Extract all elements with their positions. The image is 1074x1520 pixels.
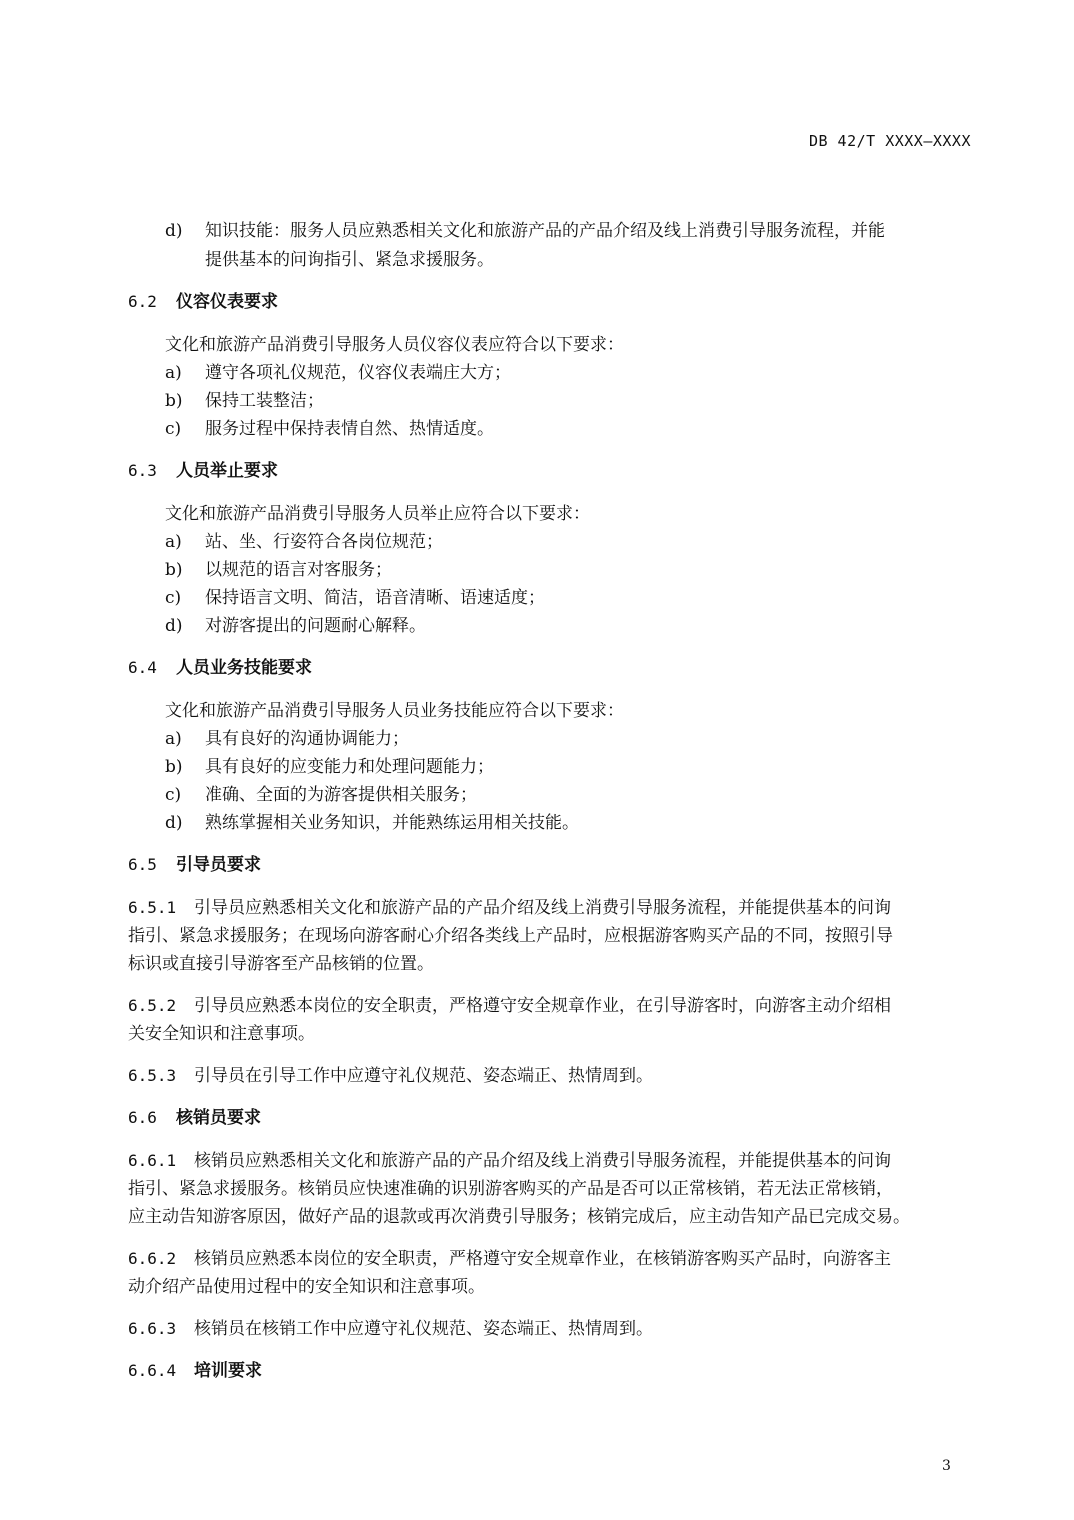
list-label: b) <box>165 391 183 411</box>
list-item-text: 服务过程中保持表情自然、热情适度。 <box>205 419 494 439</box>
clause-number: 6.5.3 <box>128 1066 177 1085</box>
list-label: d) <box>165 813 183 833</box>
clause-6-5-1 <box>128 896 891 920</box>
list-item <box>165 783 477 807</box>
section-number: 6.3 <box>128 461 157 480</box>
clause-6-6-3 <box>128 1317 653 1341</box>
clause-number: 6.5.2 <box>128 996 177 1015</box>
list-item-text: 站、坐、行姿符合各岗位规范； <box>205 532 443 552</box>
section-heading-6-3 <box>128 459 278 483</box>
clause-number: 6.6.1 <box>128 1151 177 1170</box>
clause-text: 引导员应熟悉相关文化和旅游产品的产品介绍及线上消费引导服务流程，并能提供基本的问询 <box>194 898 891 918</box>
list-label: a) <box>165 729 182 749</box>
clause-text: 引导员在引导工作中应遵守礼仪规范、姿态端正、热情周到。 <box>194 1066 653 1086</box>
clause-6-6-1 <box>128 1149 891 1173</box>
list-item-text: 对游客提出的问题耐心解释。 <box>205 616 426 636</box>
clause-text: 核销员在核销工作中应遵守礼仪规范、姿态端正、热情周到。 <box>194 1319 653 1339</box>
clause-text-cont: 关安全知识和注意事项。 <box>128 1024 315 1044</box>
section-number: 6.6 <box>128 1108 157 1127</box>
section-intro: 文化和旅游产品消费引导服务人员举止应符合以下要求： <box>165 504 590 524</box>
list-label: a) <box>165 363 182 383</box>
clause-text-cont: 指引、紧急求援服务。核销员应快速准确的识别游客购买的产品是否可以正常核销，若无法正常核销， <box>128 1179 893 1199</box>
clause-6-5-3 <box>128 1064 653 1088</box>
section-title: 仪容仪表要求 <box>176 292 278 312</box>
clause-number: 6.6.2 <box>128 1249 177 1268</box>
section-number: 6.6.4 <box>128 1361 177 1380</box>
list-item-text: 知识技能：服务人员应熟悉相关文化和旅游产品的产品介绍及线上消费引导服务流程，并能 <box>205 221 885 241</box>
section-heading-6-6 <box>128 1106 261 1130</box>
list-label: b) <box>165 757 183 777</box>
list-label: d) <box>165 221 183 241</box>
list-item <box>165 361 511 385</box>
list-item <box>165 586 545 610</box>
clause-text: 核销员应熟悉相关文化和旅游产品的产品介绍及线上消费引导服务流程，并能提供基本的问询 <box>194 1151 891 1171</box>
list-item-text: 以规范的语言对客服务； <box>205 560 392 580</box>
section-title: 核销员要求 <box>176 1108 261 1128</box>
clause-text: 核销员应熟悉本岗位的安全职责，严格遵守安全规章作业，在核销游客购买产品时，向游客主 <box>194 1249 891 1269</box>
section-title: 人员举止要求 <box>176 461 278 481</box>
list-item <box>165 614 426 638</box>
section-intro: 文化和旅游产品消费引导服务人员仪容仪表应符合以下要求： <box>165 335 624 355</box>
clause-text-cont: 标识或直接引导游客至产品核销的位置。 <box>128 954 434 974</box>
list-item <box>165 530 443 554</box>
list-label: a) <box>165 532 182 552</box>
section-number: 6.2 <box>128 292 157 311</box>
list-item-text: 熟练掌握相关业务知识，并能熟练运用相关技能。 <box>205 813 579 833</box>
clause-text-cont: 动介绍产品使用过程中的安全知识和注意事项。 <box>128 1277 485 1297</box>
list-item-d <box>165 219 885 243</box>
list-item <box>165 389 324 413</box>
section-heading-6-2 <box>128 290 278 314</box>
clause-text: 引导员应熟悉本岗位的安全职责，严格遵守安全规章作业，在引导游客时，向游客主动介绍相 <box>194 996 891 1016</box>
list-item <box>165 811 579 835</box>
list-item-text: 准确、全面的为游客提供相关服务； <box>205 785 477 805</box>
section-title: 引导员要求 <box>176 855 261 875</box>
list-label: b) <box>165 560 183 580</box>
clause-number: 6.5.1 <box>128 898 177 917</box>
list-label: c) <box>165 785 182 805</box>
list-item-text: 遵守各项礼仪规范，仪容仪表端庄大方； <box>205 363 511 383</box>
list-item <box>165 727 409 751</box>
list-item <box>165 417 494 441</box>
list-label: d) <box>165 616 183 636</box>
list-item-text: 具有良好的应变能力和处理问题能力； <box>205 757 494 777</box>
clause-6-5-2 <box>128 994 891 1018</box>
list-label: c) <box>165 419 182 439</box>
section-title: 培训要求 <box>194 1361 262 1381</box>
list-item <box>165 558 392 582</box>
list-label: c) <box>165 588 182 608</box>
clause-text-cont: 指引、紧急求援服务；在现场向游客耐心介绍各类线上产品时，应根据游客购买产品的不同，按照引导 <box>128 926 893 946</box>
list-item-text: 具有良好的沟通协调能力； <box>205 729 409 749</box>
list-item <box>165 755 494 779</box>
list-item-text: 保持工装整洁； <box>205 391 324 411</box>
document-code: DB 42/T XXXX—XXXX <box>808 132 971 150</box>
section-intro: 文化和旅游产品消费引导服务人员业务技能应符合以下要求： <box>165 701 624 721</box>
list-item-text-cont: 提供基本的问询指引、紧急求援服务。 <box>205 250 494 270</box>
section-number: 6.4 <box>128 658 157 677</box>
clause-text-cont: 应主动告知游客原因，做好产品的退款或再次消费引导服务；核销完成后，应主动告知产品已完成交易。 <box>128 1207 910 1227</box>
section-heading-6-5 <box>128 853 261 877</box>
section-title: 人员业务技能要求 <box>176 658 312 678</box>
clause-6-6-2 <box>128 1247 891 1271</box>
section-heading-6-4 <box>128 656 312 680</box>
section-number: 6.5 <box>128 855 157 874</box>
clause-number: 6.6.3 <box>128 1319 177 1338</box>
section-heading-6-6-4 <box>128 1359 262 1383</box>
list-item-text: 保持语言文明、简洁，语音清晰、语速适度； <box>205 588 545 608</box>
page-number: 3 <box>942 1458 951 1474</box>
